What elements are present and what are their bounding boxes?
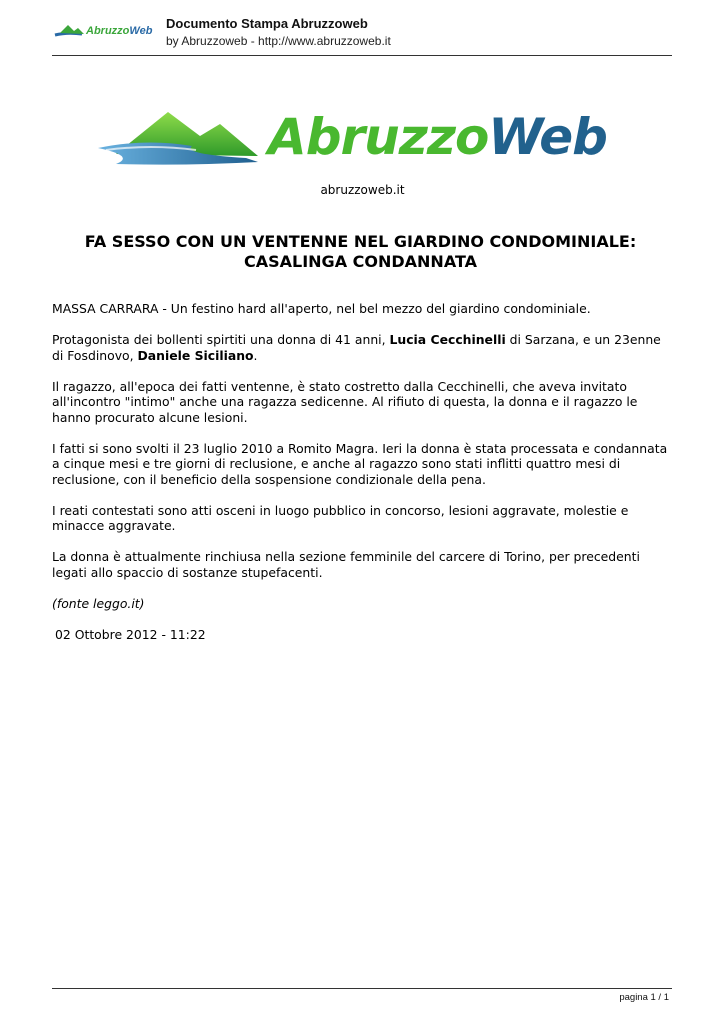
abruzzoweb-logo-text: AbruzzoWeb xyxy=(268,108,607,166)
document-title: Documento Stampa Abruzzoweb xyxy=(166,16,368,31)
footer-divider xyxy=(52,988,672,989)
paragraph-2: Protagonista dei bollenti spirtiti una donna di 41 anni, Lucia Cecchinelli di Sarzana, e un 23enne di Fosdinovo, Daniele Siciliano. xyxy=(52,332,661,363)
person-name: Daniele Siciliano xyxy=(137,347,254,363)
paragraph-6: La donna è attualmente rinchiusa nella sezione femminile del carcere di Torino, per precedenti legati allo spaccio di sostanze stupefacenti. xyxy=(52,549,640,580)
article-title-line-2: CASALINGA CONDANNATA xyxy=(243,252,478,271)
paragraph-4: I fatti si sono svolti il 23 luglio 2010 a Romito Magra. Ieri la donna è stata processata e condannata a cinque mesi e tre giorni di reclusione, e anche al ragazzo sono stati inflitti quattro mesi di reclusione, con il beneficio della sospensione condizionale della pena. xyxy=(52,440,668,487)
document-subtitle: by Abruzzoweb - http://www.abruzzoweb.it xyxy=(166,34,391,48)
article-source: (fonte leggo.it) xyxy=(52,595,145,611)
paragraph-5: I reati contestati sono atti osceni in luogo pubblico in concorso, lesioni aggravate, molestie e minacce aggravate. xyxy=(52,502,629,533)
site-name: abruzzoweb.it xyxy=(320,183,405,197)
document-header xyxy=(52,14,672,56)
article-title xyxy=(52,232,669,272)
paragraph-1: MASSA CARRARA - Un festino hard all'aperto, nel bel mezzo del giardino condominiale. xyxy=(52,301,591,316)
page-number: pagina 1 / 1 xyxy=(619,992,669,1003)
small-logo-text: AbruzzoWeb xyxy=(86,25,153,37)
paragraph-3: Il ragazzo, all'epoca dei fatti ventenne, è stato costretto dalla Cecchinelli, che aveva invitato all'incontro "intimo" anche una ragazza sedicenne. Al rifiuto di questa, la donna e il ragazzo le hanno procurato alcune lesioni. xyxy=(52,378,638,425)
article-date: 02 Ottobre 2012 - 11:22 xyxy=(55,626,206,642)
article-body xyxy=(52,301,672,658)
article-title-line-1: FA SESSO CON UN VENTENNE NEL GIARDINO CONDOMINIALE: xyxy=(84,232,637,251)
person-name: Lucia Cecchinelli xyxy=(389,332,506,347)
